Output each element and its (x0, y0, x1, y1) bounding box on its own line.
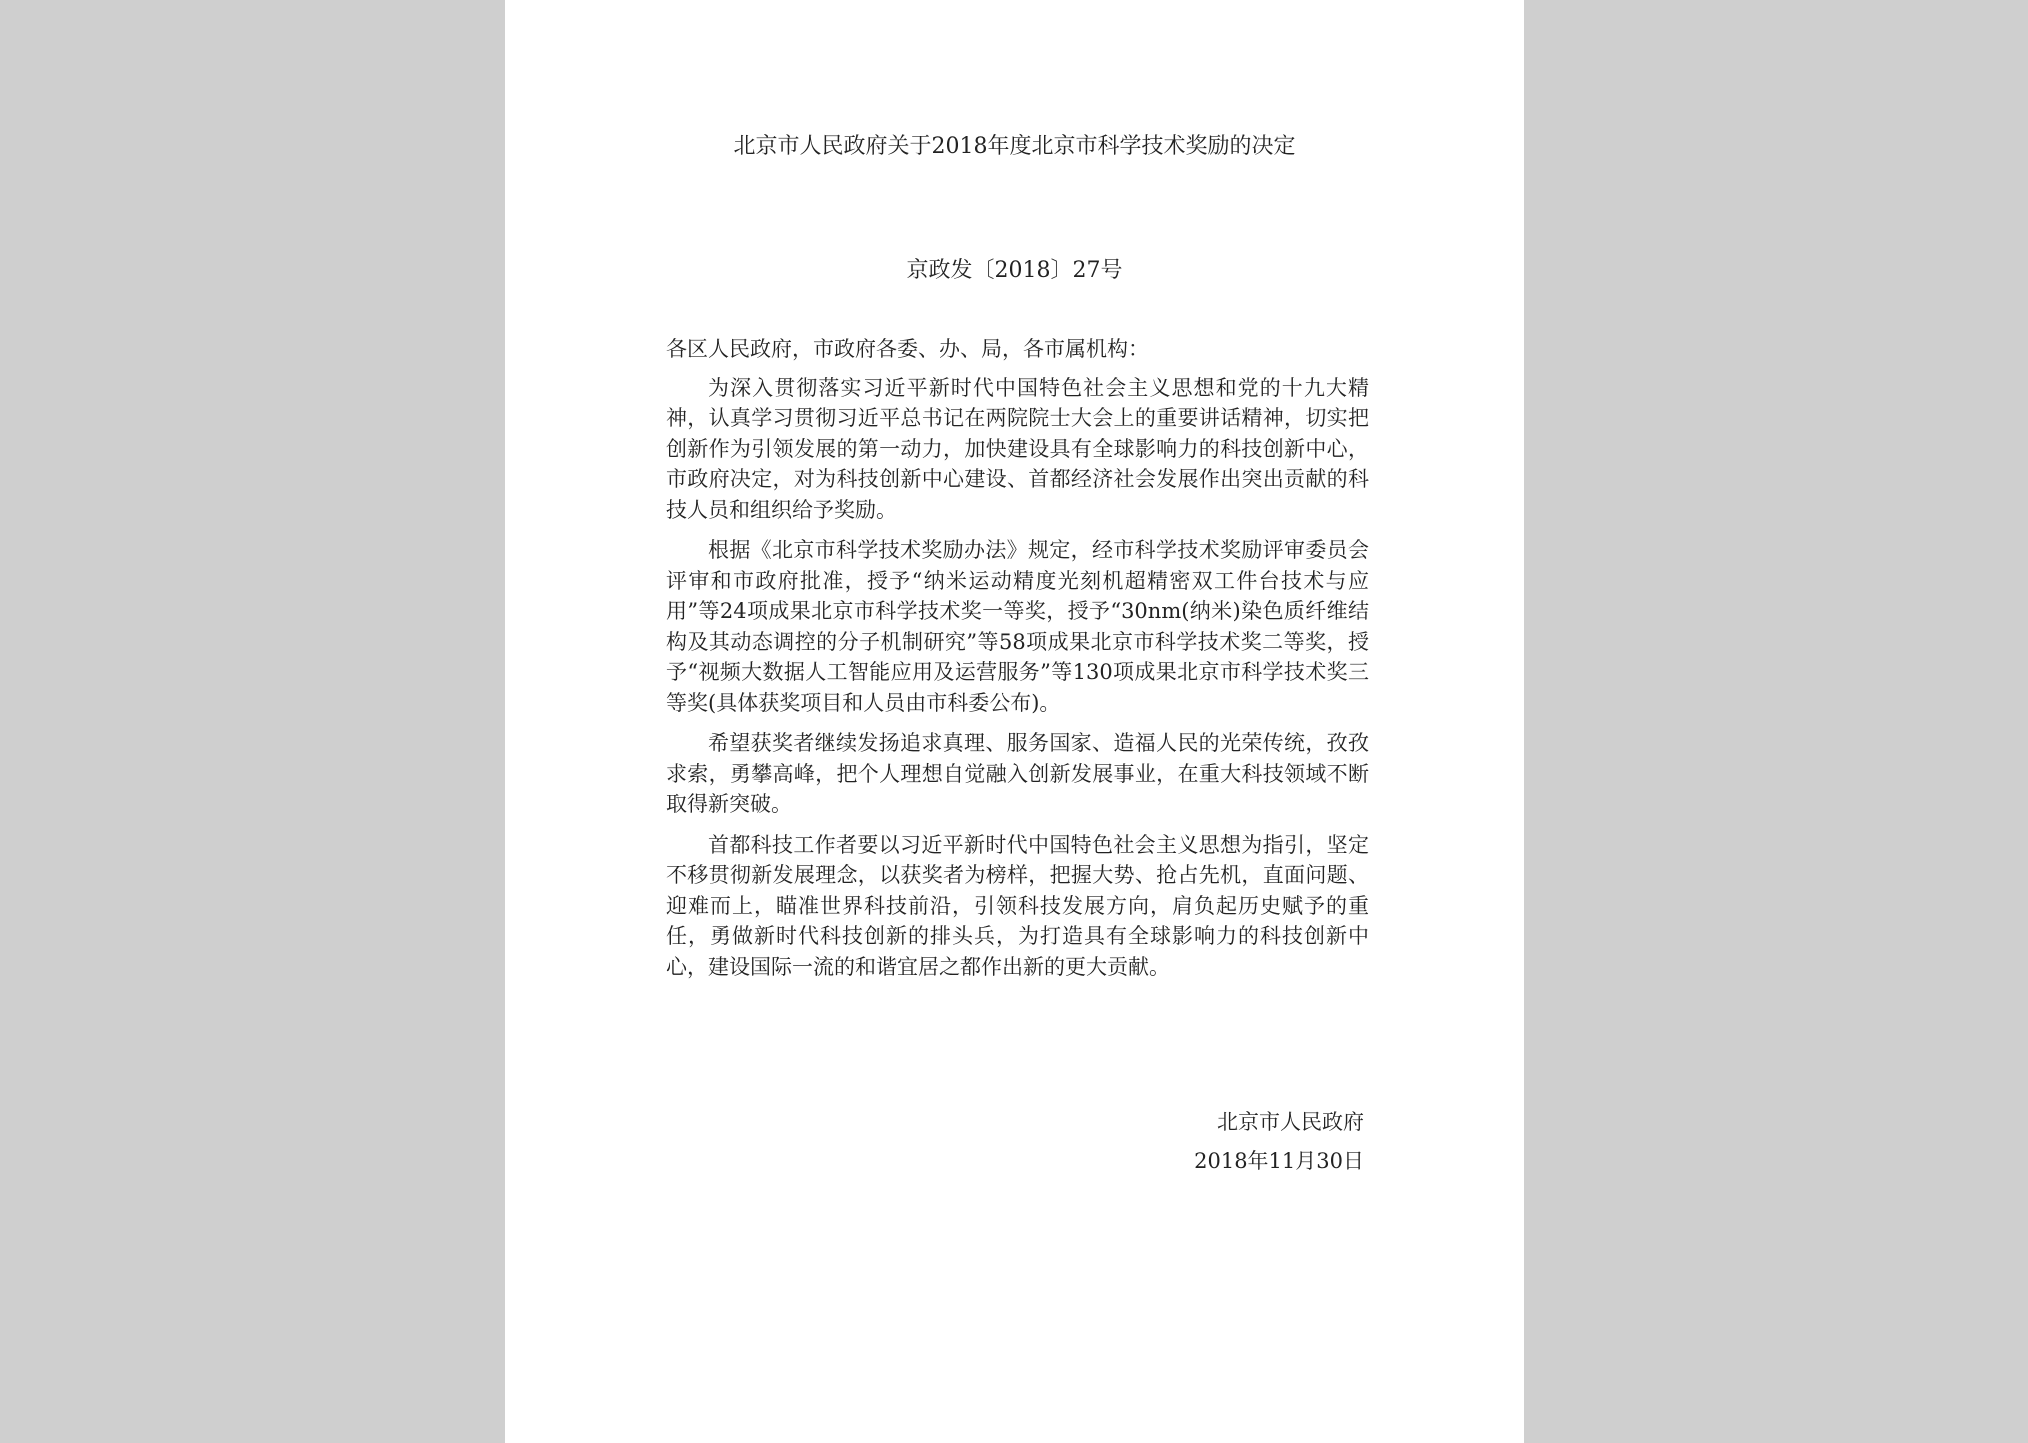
signature-block (1194, 1103, 1364, 1181)
document-title: 北京市人民政府关于2018年度北京市科学技术奖励的决定 (733, 134, 1296, 159)
issuer-name: 北京市人民政府 (1217, 1110, 1364, 1134)
document-number: 京政发〔2018〕27号 (906, 258, 1123, 283)
issue-date: 2018年11月30日 (1194, 1149, 1364, 1173)
salutation: 各区人民政府，市政府各委、办、局，各市属机构： (666, 337, 1149, 361)
paragraph-4: 首都科技工作者要以习近平新时代中国特色社会主义思想为指引，坚定不移贯彻新发展理念，以获奖者为榜样，把握大势、抢占先机，直面问题、迎难而上，瞄准世界科技前沿，引领科技发展方向，肩负起历史赋予的重任，勇做新时代科技创新的排头兵，为打造具有全球影响力的科技创新中心，建设国际一流的和谐宜居之都作出新的更大贡献。 (666, 832, 1369, 979)
paragraph-2: 根据《北京市科学技术奖励办法》规定，经市科学技术奖励评审委员会评审和市政府批准，授予“纳米运动精度光刻机超精密双工件台技术与应用”等24项成果北京市科学技术奖一等奖，授予“30nm(纳米)染色质纤维结构及其动态调控的分子机制研究”等58项成果北京市科学技术奖二等奖，授予“视频大数据人工智能应用及运营服务”等130项成果北京市科学技术奖三等奖(具体获奖项目和人员由市科委公布)。 (666, 538, 1369, 715)
paragraph-3: 希望获奖者继续发扬追求真理、服务国家、造福人民的光荣传统，孜孜求索，勇攀高峰，把个人理想自觉融入创新发展事业，在重大科技领域不断取得新突破。 (666, 731, 1369, 816)
paragraph-1: 为深入贯彻落实习近平新时代中国特色社会主义思想和党的十九大精神，认真学习贯彻习近平总书记在两院院士大会上的重要讲话精神，切实把创新作为引领发展的第一动力，加快建设具有全球影响力的科技创新中心，市政府决定，对为科技创新中心建设、首都经济社会发展作出突出贡献的科技人员和组织给予奖励。 (666, 375, 1369, 522)
document-body (666, 334, 1369, 992)
document-page (505, 0, 1524, 1443)
